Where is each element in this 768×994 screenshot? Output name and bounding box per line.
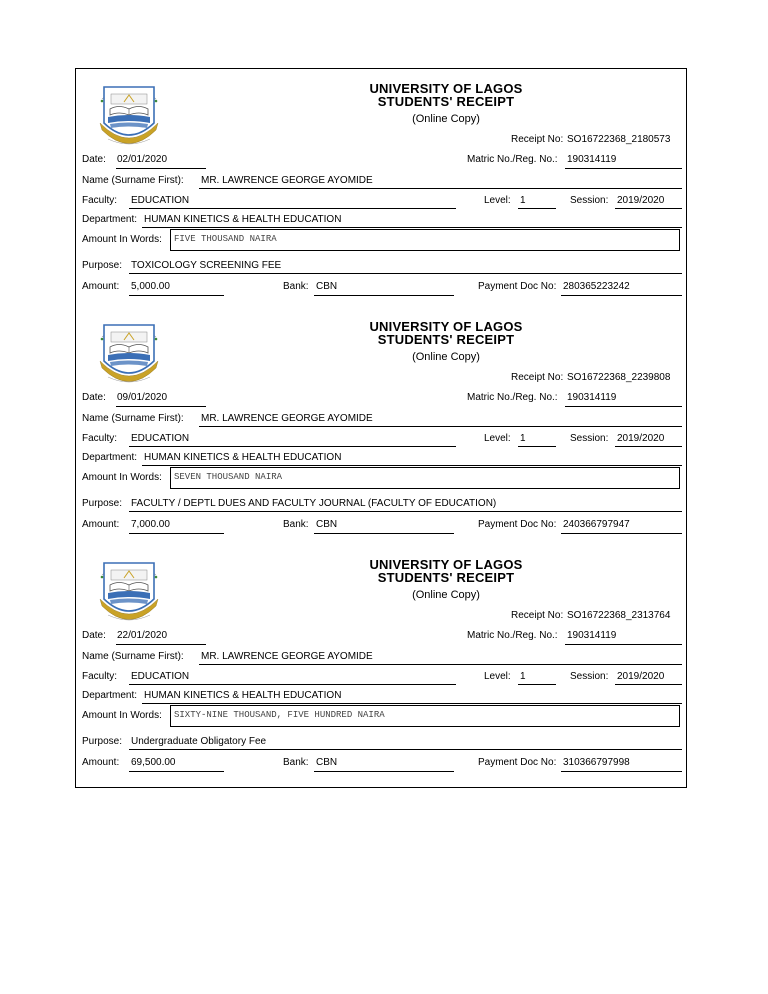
matric-label: Matric No./Reg. No.:: [467, 630, 558, 641]
faculty-label: Faculty:: [82, 433, 118, 444]
date-underline: [116, 406, 206, 407]
level-label: Level:: [484, 671, 511, 682]
amount-words-value: SIXTY-NINE THOUSAND, FIVE HUNDRED NAIRA: [174, 710, 385, 720]
receipt-title: STUDENTS' RECEIPT: [377, 94, 515, 109]
amount-value: 5,000.00: [131, 281, 170, 292]
name-underline: [199, 664, 682, 665]
university-name: UNIVERSITY OF LAGOS: [369, 557, 523, 572]
faculty-value: EDUCATION: [131, 195, 190, 206]
university-name: UNIVERSITY OF LAGOS: [369, 81, 523, 96]
faculty-underline: [129, 446, 456, 447]
level-underline: [518, 684, 556, 685]
purpose-underline: [129, 273, 682, 274]
copy-type: (Online Copy): [412, 113, 480, 125]
matric-underline: [565, 168, 682, 169]
payment-doc-value: 310366797998: [563, 757, 630, 768]
name-underline: [199, 426, 682, 427]
amount-words-label: Amount In Words:: [82, 234, 162, 245]
matric-label: Matric No./Reg. No.:: [467, 392, 558, 403]
level-underline: [518, 208, 556, 209]
amount-underline: [129, 295, 224, 296]
level-label: Level:: [484, 433, 511, 444]
date-label: Date:: [82, 154, 106, 165]
receipts-page: [75, 68, 687, 788]
department-value: HUMAN KINETICS & HEALTH EDUCATION: [144, 690, 342, 701]
date-label: Date:: [82, 630, 106, 641]
department-value: HUMAN KINETICS & HEALTH EDUCATION: [144, 214, 342, 225]
bank-label: Bank:: [283, 519, 309, 530]
name-underline: [199, 188, 682, 189]
copy-type: (Online Copy): [412, 589, 480, 601]
receipt-no-label: Receipt No:: [511, 610, 564, 621]
bank-label: Bank:: [283, 281, 309, 292]
bank-value: CBN: [316, 757, 338, 768]
session-label: Session:: [570, 195, 609, 206]
date-underline: [116, 644, 206, 645]
name-value: MR. LAWRENCE GEORGE AYOMIDE: [201, 175, 373, 186]
name-label: Name (Surname First):: [82, 413, 184, 424]
bank-underline: [314, 533, 454, 534]
amount-words-value: SEVEN THOUSAND NAIRA: [174, 472, 283, 482]
session-value: 2019/2020: [617, 195, 665, 206]
university-seal-icon: [98, 79, 160, 149]
department-underline: [142, 703, 682, 704]
level-value: 1: [520, 195, 526, 206]
receipt-title: STUDENTS' RECEIPT: [377, 570, 515, 585]
amount-label: Amount:: [82, 519, 120, 530]
amount-words-label: Amount In Words:: [82, 472, 162, 483]
name-value: MR. LAWRENCE GEORGE AYOMIDE: [201, 413, 373, 424]
receipt-title: STUDENTS' RECEIPT: [377, 332, 515, 347]
session-underline: [615, 684, 682, 685]
bank-label: Bank:: [283, 757, 309, 768]
amount-underline: [129, 533, 224, 534]
amount-words-box: [170, 467, 680, 489]
faculty-label: Faculty:: [82, 195, 118, 206]
faculty-underline: [129, 684, 456, 685]
bank-value: CBN: [316, 519, 338, 530]
department-label: Department:: [82, 690, 138, 701]
amount-words-box: [170, 705, 680, 727]
name-value: MR. LAWRENCE GEORGE AYOMIDE: [201, 651, 373, 662]
purpose-label: Purpose:: [82, 260, 123, 271]
matric-label: Matric No./Reg. No.:: [467, 154, 558, 165]
bank-value: CBN: [316, 281, 338, 292]
session-label: Session:: [570, 433, 609, 444]
level-underline: [518, 446, 556, 447]
purpose-value: FACULTY / DEPTL DUES AND FACULTY JOURNAL (FACULTY OF EDUCATION): [131, 498, 497, 509]
faculty-value: EDUCATION: [131, 433, 190, 444]
receipt-no-value: SO16722368_2313764: [567, 610, 671, 621]
purpose-underline: [129, 511, 682, 512]
session-value: 2019/2020: [617, 671, 665, 682]
date-value: 22/01/2020: [117, 630, 168, 641]
faculty-label: Faculty:: [82, 671, 118, 682]
faculty-value: EDUCATION: [131, 671, 190, 682]
faculty-underline: [129, 208, 456, 209]
payment-doc-label: Payment Doc No:: [478, 281, 557, 292]
session-label: Session:: [570, 671, 609, 682]
name-label: Name (Surname First):: [82, 175, 184, 186]
receipt-1: [76, 69, 688, 309]
university-seal-icon: [98, 317, 160, 387]
payment-doc-underline: [561, 771, 682, 772]
department-underline: [142, 227, 682, 228]
date-value: 02/01/2020: [117, 154, 168, 165]
matric-value: 190314119: [567, 392, 617, 403]
amount-label: Amount:: [82, 281, 120, 292]
amount-label: Amount:: [82, 757, 120, 768]
department-label: Department:: [82, 452, 138, 463]
date-underline: [116, 168, 206, 169]
purpose-label: Purpose:: [82, 736, 123, 747]
receipt-no-value: SO16722368_2180573: [567, 134, 671, 145]
amount-words-box: [170, 229, 680, 251]
payment-doc-value: 280365223242: [563, 281, 630, 292]
purpose-value: TOXICOLOGY SCREENING FEE: [131, 260, 282, 271]
receipt-no-label: Receipt No:: [511, 372, 564, 383]
level-value: 1: [520, 433, 526, 444]
department-underline: [142, 465, 682, 466]
session-underline: [615, 208, 682, 209]
receipt-2: [76, 307, 688, 547]
matric-underline: [565, 406, 682, 407]
payment-doc-value: 240366797947: [563, 519, 630, 530]
amount-words-label: Amount In Words:: [82, 710, 162, 721]
receipt-3: [76, 545, 688, 785]
department-value: HUMAN KINETICS & HEALTH EDUCATION: [144, 452, 342, 463]
receipt-no-value: SO16722368_2239808: [567, 372, 671, 383]
level-label: Level:: [484, 195, 511, 206]
purpose-label: Purpose:: [82, 498, 123, 509]
payment-doc-label: Payment Doc No:: [478, 757, 557, 768]
name-label: Name (Surname First):: [82, 651, 184, 662]
payment-doc-label: Payment Doc No:: [478, 519, 557, 530]
copy-type: (Online Copy): [412, 351, 480, 363]
payment-doc-underline: [561, 295, 682, 296]
university-name: UNIVERSITY OF LAGOS: [369, 319, 523, 334]
purpose-value: Undergraduate Obligatory Fee: [131, 736, 267, 747]
matric-value: 190314119: [567, 630, 617, 641]
matric-underline: [565, 644, 682, 645]
session-value: 2019/2020: [617, 433, 665, 444]
department-label: Department:: [82, 214, 138, 225]
date-label: Date:: [82, 392, 106, 403]
amount-underline: [129, 771, 224, 772]
level-value: 1: [520, 671, 526, 682]
date-value: 09/01/2020: [117, 392, 168, 403]
purpose-underline: [129, 749, 682, 750]
amount-words-value: FIVE THOUSAND NAIRA: [174, 234, 277, 244]
university-seal-icon: [98, 555, 160, 625]
receipt-no-label: Receipt No:: [511, 134, 564, 145]
payment-doc-underline: [561, 533, 682, 534]
bank-underline: [314, 295, 454, 296]
matric-value: 190314119: [567, 154, 617, 165]
bank-underline: [314, 771, 454, 772]
session-underline: [615, 446, 682, 447]
amount-value: 7,000.00: [131, 519, 170, 530]
amount-value: 69,500.00: [131, 757, 176, 768]
